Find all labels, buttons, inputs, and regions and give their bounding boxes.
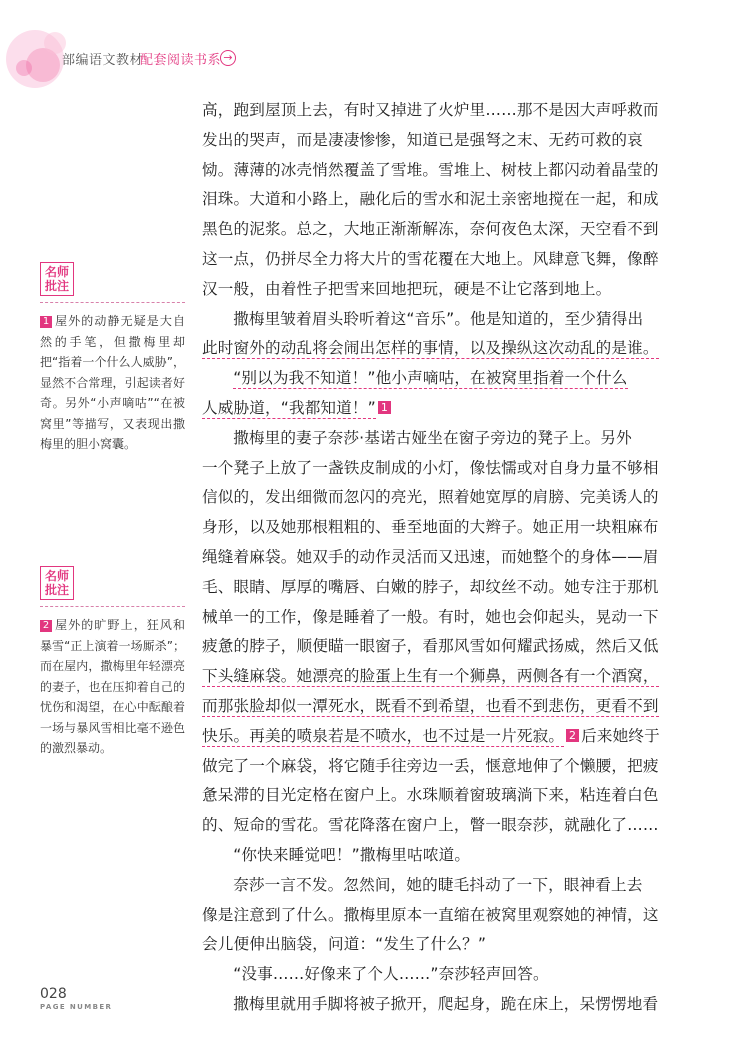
text-line: “你快来睡觉吧！”撒梅里咕哝道。 bbox=[233, 845, 471, 864]
text-line bbox=[202, 662, 692, 692]
annotation-text bbox=[40, 311, 185, 455]
annotation-body: 屋外的动静无疑是大自然的手笔，但撒梅里却把“指着一个什么人威胁”，显然不合常理，引起读者好奇。另外“小声嘀咕”“在被窝里”等描写，又表现出撒梅里的胆小窝囊。 bbox=[40, 314, 185, 451]
arrow-right-icon: → bbox=[220, 50, 236, 66]
text-line: 这一点，仍拼尽全力将大片的雪花覆在大地上。风肆意飞舞，像醉 bbox=[202, 249, 659, 268]
text-line: 信似的，发出细微而忽闪的亮光，照着她宽厚的肩膀、完美诱人的 bbox=[202, 488, 659, 507]
text-line: 做完了一个麻袋，将它随手往旁边一丢，惬意地伸了个懒腰，把疲 bbox=[202, 756, 659, 775]
text-line: 撒梅里的妻子奈莎·基诺古娅坐在窗子旁边的凳子上。另外 bbox=[233, 428, 632, 447]
annotation-body: 屋外的旷野上，狂风和暴雪“正上演着一场厮杀”；而在屋内，撒梅里年轻漂亮的妻子，也在压抑着自己的忧伤和渴望，在心中酝酿着一场与暴风雪相比毫不逊色的激烈暴动。 bbox=[40, 618, 185, 755]
annotation-2 bbox=[40, 566, 185, 759]
text-line: 奈莎一言不发。忽然间，她的睫毛抖动了一下，眼神看上去 bbox=[233, 875, 643, 894]
badge-line: 名师 bbox=[44, 569, 69, 583]
annotation-divider bbox=[40, 606, 185, 607]
page-number: 028 bbox=[40, 986, 67, 1002]
text-line bbox=[202, 305, 692, 335]
header-series: 配套阅读书系 bbox=[140, 53, 222, 68]
text-line: 发出的哭声，而是凄凄惨惨，知道已是强弩之末、无药可救的哀 bbox=[202, 130, 643, 149]
underlined-text: 快乐。再美的喷泉若是不喷水，也不过是一片死寂。 bbox=[202, 726, 565, 745]
main-text bbox=[202, 96, 692, 1020]
header-title: 部编语文教材 bbox=[62, 53, 144, 68]
text-line: “没事……好像来了个人……”奈莎轻声回答。 bbox=[233, 965, 549, 984]
text-line: 像是注意到了什么。撒梅里原本一直缩在被窝里观察她的神情，这 bbox=[202, 905, 659, 924]
text-line bbox=[202, 722, 692, 752]
page-number-label: PAGE NUMBER bbox=[40, 1003, 113, 1011]
text-line: 高，跑到屋顶上去，有时又掉进了火炉里……那不是因大声呼救而 bbox=[202, 101, 659, 119]
annotation-number: 1 bbox=[40, 316, 52, 328]
underlined-text: 下头缝麻袋。她漂亮的脸蛋上生有一个狮鼻，两侧各有一个酒窝， bbox=[202, 667, 659, 686]
text-line: 的、短命的雪花。雪花降落在窗户上，瞥一眼奈莎，就融化了…… bbox=[202, 816, 659, 835]
text-line: 毛、眼睛、厚厚的嘴唇、白嫩的脖子，却纹丝不动。她专注于那机 bbox=[202, 577, 659, 596]
text-line: 械单一的工作，像是睡着了一般。有时，她也会仰起头，晃动一下 bbox=[202, 607, 659, 626]
badge-line: 批注 bbox=[44, 279, 69, 293]
annotation-badge bbox=[40, 262, 74, 296]
badge-line: 名师 bbox=[44, 265, 69, 279]
text-line: 绳缝着麻袋。她双手的动作灵活而又迅速，而她整个的身体——眉 bbox=[202, 547, 659, 566]
badge-line: 批注 bbox=[44, 583, 69, 597]
underlined-text: “别以为我不知道！”他小声嘀咕，在被窝里指着一个什么 bbox=[233, 369, 628, 388]
annotation-divider bbox=[40, 302, 185, 303]
text-line: 黑色的泥浆。总之，大地正渐渐解冻，奈何夜色太深，天空看不到 bbox=[202, 220, 659, 239]
text-line: 一个凳子上放了一盏铁皮制成的小灯，像怯懦或对自身力量不够相 bbox=[202, 458, 659, 477]
text-line: 身形，以及她那根粗粗的、垂至地面的大辫子。她正用一块粗麻布 bbox=[202, 518, 659, 537]
underlined-text: 而那张脸却似一潭死水，既看不到希望，也看不到悲伤，更看不到 bbox=[202, 696, 659, 715]
annotation-text bbox=[40, 615, 185, 759]
text-line bbox=[202, 364, 692, 394]
page-header bbox=[0, 0, 750, 90]
text-line: 疲惫的脖子，顺便瞄一眼窗子，看那风雪如何耀武扬威，然后又低 bbox=[202, 637, 659, 656]
text-line: 惫呆滞的目光定格在窗户上。水珠顺着窗玻璃淌下来，粘连着白色 bbox=[202, 786, 659, 805]
annotation-marker: 1 bbox=[378, 401, 391, 414]
decor-bubble bbox=[16, 60, 32, 76]
annotation-number: 2 bbox=[40, 620, 52, 632]
annotation-marker: 2 bbox=[566, 729, 579, 742]
text-run: 后来她终于 bbox=[581, 726, 660, 745]
text-line bbox=[202, 692, 692, 722]
text-run: 撒梅里皱着眉头聆听着这“音乐”。他是知道的，至少猜得出 bbox=[233, 309, 644, 328]
text-line: 撒梅里就用手脚将被子掀开，爬起身，跪在床上，呆愣愣地看 bbox=[233, 994, 659, 1013]
text-line bbox=[202, 334, 692, 364]
text-line bbox=[202, 394, 692, 424]
annotation-badge bbox=[40, 566, 74, 600]
underlined-text: 此时窗外的动乱将会闹出怎样的事情，以及操纵这次动乱的是谁。 bbox=[202, 339, 659, 358]
annotation-1 bbox=[40, 262, 185, 455]
text-line: 恸。薄薄的冰壳悄然覆盖了雪堆。雪堆上、树枝上都闪动着晶莹的 bbox=[202, 160, 659, 179]
underlined-text: 人威胁道，“我都知道！” bbox=[202, 398, 376, 417]
text-line: 泪珠。大道和小路上，融化后的雪水和泥土亲密地搅在一起，和成 bbox=[202, 190, 659, 209]
text-line: 汉一般，由着性子把雪来回地把玩，硬是不让它落到地上。 bbox=[202, 279, 612, 298]
text-line: 会儿便伸出脑袋，问道：“发生了什么？” bbox=[202, 935, 487, 954]
